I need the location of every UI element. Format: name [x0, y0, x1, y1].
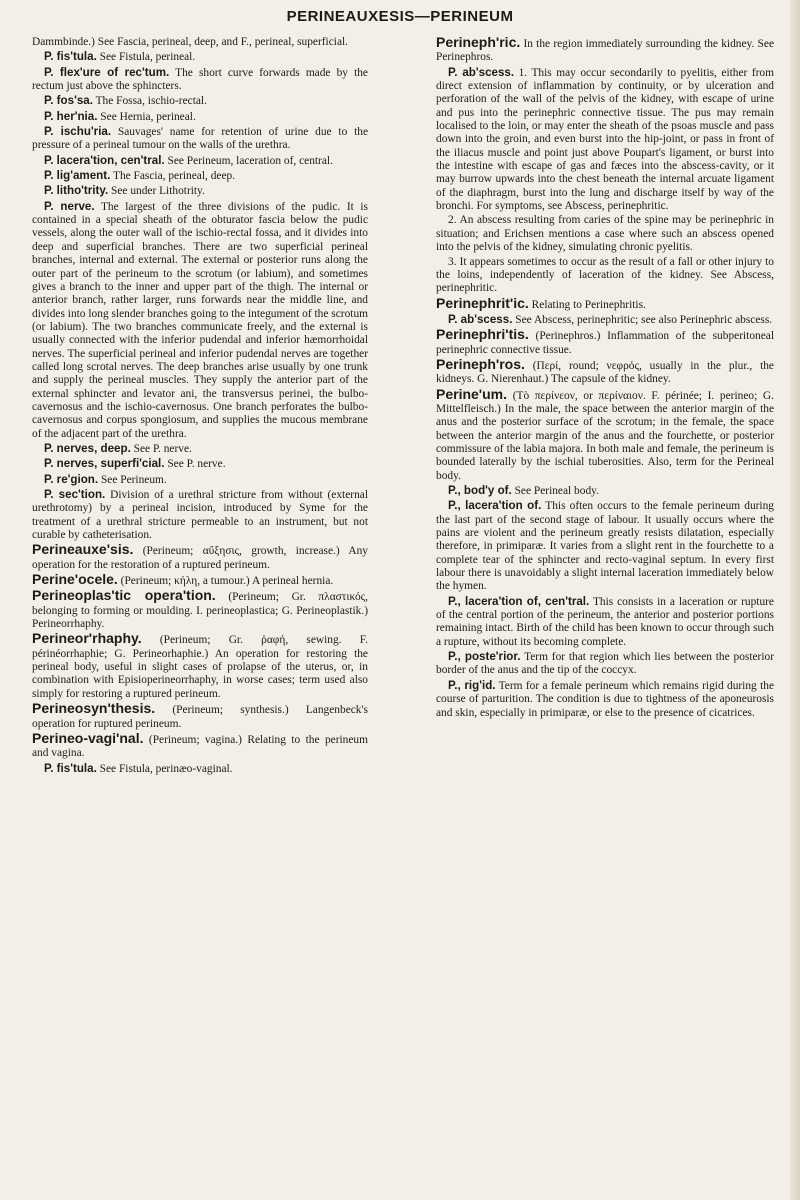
entry-definition: This consists in a laceration or rupture of the central portion of the perineum, the anterior and posterior portions remaining intact. Birth of the child has been known to occur through such a rupture, without its becoming complete.: [436, 595, 774, 648]
entry-definition: (Perineum; synthesis.) Langenbeck's operation for ruptured perineum.: [32, 704, 368, 730]
dictionary-entry: [32, 184, 368, 198]
page-edge: [790, 0, 800, 1200]
dictionary-entry: [32, 94, 368, 108]
dictionary-entry: [436, 595, 774, 649]
dictionary-entry: [32, 589, 368, 631]
entry-headword: Perineph'ros.: [436, 355, 525, 372]
entry-headword: P. fis'tula.: [44, 761, 97, 775]
entry-definition: See P. nerve.: [164, 458, 226, 471]
entry-headword: Perineoplas'tic opera'tion.: [32, 587, 216, 604]
dictionary-entry: [436, 385, 774, 483]
entry-headword: P. fos'sa.: [44, 94, 93, 108]
entry-definition: 3. It appears sometimes to occur as the result of a fall or other injury to the loins, independently of laceration of the kidney. See Abscess, perinephritic.: [436, 255, 774, 295]
dictionary-entry: [32, 125, 368, 153]
dictionary-entry: [32, 154, 368, 168]
entry-definition: (Perineum; αὔξησις, growth, increase.) Any operation for the restoration of a ruptured perineum.: [32, 545, 368, 571]
entry-headword: P. lacera'tion, cen'tral.: [44, 153, 165, 167]
dictionary-entry: [32, 488, 368, 542]
entry-headword: P. her'nia.: [44, 109, 98, 123]
entry-definition: See Perineal body.: [511, 485, 599, 497]
entry-headword: P. sec'tion.: [44, 488, 106, 501]
entry-definition: See Perineum.: [98, 473, 167, 486]
entry-headword: P. lig'ament.: [44, 169, 111, 183]
entry-definition: The Fascia, perineal, deep.: [110, 170, 236, 183]
entry-definition: The largest of the three divisions of the pudic. It is contained in a special sheath of the obturator fascia below the pudic vessels, along the outer wall of the ischio-rectal fossa, and it divides into deep and superficial branches. There are two superficial perineal branches, internal and external. The external or posterior runs along the outer part of the perineum to the scrotum (or labium), and sometimes gives a branch to the inner and upper part of the thigh. The internal or anterior branch, rather larger, runs forwards near the middle line, and divides into long slender branches going to the integument of the scrotum (or labium). The two branches communicate freely, and the external is usually connected with the inferior pudendal and inferior hæmorrhoidal nerves. The superficial perineal and inferior pudendal nerves are together called long scrotal nerves. The deep branches arise usually by one trunk and supply the perineal muscles. They supply the anterior part of the external sphincter and levator ani, the transversus perinei, the bulbo-cavernosus and the ischio-cavernosus. One branch perforates the bulbo-cavernosus and corpus spongiosum, and supplies the mucous membrane of the adjacent part of the urethra.: [32, 200, 368, 440]
dictionary-entry: [436, 484, 774, 498]
entry-definition: In the region immediately surrounding the kidney. See Perinephros.: [436, 38, 774, 64]
entry-headword: P. flex'ure of rec'tum.: [44, 65, 170, 79]
dictionary-entry: [32, 442, 368, 456]
entry-definition: Term for that region which lies between the posterior border of the anus and the tip of the coccyx.: [436, 651, 774, 677]
entry-definition: Term for a female perineum which remains rigid during the course of parturition. The condition is due to tightness of the aponeurosis and skin, especially in primiparæ, or else to the presence of cicatrices.: [436, 679, 774, 719]
dictionary-entry: [436, 313, 774, 327]
entry-headword: P. litho'trity.: [44, 184, 109, 198]
entry-headword: P., poste'rior.: [448, 650, 521, 664]
entry-headword: Perinephri'tis.: [436, 326, 529, 343]
entry-headword: P. ischu'ria.: [44, 125, 112, 139]
entry-headword: Perineo-vagi'nal.: [32, 729, 144, 746]
entry-headword: Perine'um.: [436, 385, 508, 402]
dictionary-entry: [436, 66, 774, 214]
entry-headword: Perineor'rhaphy.: [32, 630, 142, 647]
entry-definition: (Perineum; Gr. ῥαφή, sewing. F. périnéorrhaphie; G. Perineorhaphie.) An operation for restoring the perineal body, useful in slight cases of prolapse of the uterus, or, in combination with Episioperineorrhaphy, in worse cases; term used also simply for restoring a ruptured perineum.: [32, 634, 368, 700]
entry-definition: See P. nerve.: [130, 442, 192, 455]
entry-definition: (Perinephros.) Inflammation of the subperitoneal perinephric connective tissue.: [436, 330, 774, 356]
dictionary-entry: [32, 573, 368, 588]
entry-headword: Perineosyn'thesis.: [32, 700, 156, 717]
entry-headword: P., bod'y of.: [448, 484, 512, 497]
dictionary-entry: [436, 679, 774, 720]
entry-definition: (Τὸ περίνεον, or περίναιον. F. périnée; I. perineo; G. Mittelfleisch.) In the male, the space between the anterior margin of the anus and the posterior surface of the scrotum; in the female, the space between the anterior margin of the anus and the fourchette, or posterior commissure of the labia majora. In both male and female, the perineum is bounded laterally by the ischial tuberosities. Also, term for the Perineal body.: [436, 389, 774, 482]
entry-headword: P., lacera'tion of, cen'tral.: [448, 594, 590, 608]
dictionary-entry: [32, 457, 368, 471]
dictionary-entry: [436, 355, 774, 387]
entry-headword: P., rig'id.: [448, 678, 496, 692]
entry-definition: (Perineum; vagina.) Relating to the perineum and vagina.: [32, 733, 368, 760]
dictionary-entry: [436, 328, 774, 357]
dictionary-entry: [32, 169, 368, 183]
entry-definition: See Abscess, perinephritic; see also Perinephric abscess.: [512, 313, 773, 326]
entry-definition: This often occurs to the female perineum during the last part of the second stage of labour. It usually occurs where the pains are violent and the perineum greatly resists dilatation, especially therefore, in primiparæ. It varies from a slight rent in the fourchette to a complete tear of the sphincter and recto-vaginal septum. In every first labour there is unavoidably a slight internal laceration immediately below the hymen.: [436, 500, 774, 593]
entry-headword: Perineauxe'sis.: [32, 541, 134, 558]
entry-headword: Perineph'ric.: [436, 34, 521, 50]
entry-headword: P. re'gion.: [44, 472, 99, 486]
dictionary-entry: [32, 36, 368, 49]
entry-headword: P. nerves, superfi'cial.: [44, 457, 165, 471]
dictionary-entry: [436, 256, 774, 296]
dictionary-entry: [32, 473, 368, 487]
entry-definition: Sauvages' name for retention of urine due to the pressure of a perineal tumour on the walls of the urethra.: [32, 126, 369, 152]
entry-definition: (Περί, round; νεφρός, usually in the plur., the kidneys. G. Nierenhaut.) The capsule of the kidney.: [436, 359, 774, 386]
entry-headword: P. nerve.: [44, 199, 95, 213]
left-column: [32, 36, 368, 777]
entry-definition: 2. An abscess resulting from caries of the spine may be perinephric in situation; and Erichsen mentions a case where such an abscess opened into the pelvis of the kidney, simulating chronic pyelitis.: [436, 214, 774, 254]
entry-definition: The short curve forwards made by the rectum just above the sphincters.: [32, 66, 368, 93]
entry-definition: See Hernia, perineal.: [97, 110, 196, 123]
dictionary-entry: [436, 294, 774, 312]
dictionary-entry: [32, 729, 368, 761]
entry-headword: P. fis'tula.: [44, 50, 97, 64]
entry-definition: See Perineum, laceration of, central.: [164, 154, 333, 167]
entry-definition: See Fistula, perineal.: [96, 51, 196, 64]
dictionary-entry: [32, 200, 368, 441]
dictionary-entry: [436, 214, 774, 254]
dictionary-entry: [436, 499, 774, 593]
entry-definition: (Perineum; κήλη, a tumour.) A perineal hernia.: [117, 575, 334, 588]
page-header: PERINEAUXESIS—PERINEUM: [286, 8, 514, 25]
entry-definition: 1. This may occur secondarily to pyelitis, either from direct extension of inflammation by continuity, or by ulceration and perforation of the wall of the pelvis of the kidney, with escape of urine and pus into the perinephric connective tissue. The pus may remain localised to the loin, or may enter the sheath of the psoas muscle and pass down into the groin, and even burst into the hip-joint, or pass in front of the iliacus muscle and point just above Poupart's ligament, or burst into the intestine with escape of gas and fæces into the abscess-cavity, or it may burrow upwards into the chest beneath the internal arcuate ligament of the diaphragm, burst into the lung and discharge itself by way of the bronchi. For symptoms, see Abscess, perinephritic.: [436, 66, 774, 213]
entry-headword: P. ab'scess.: [448, 65, 515, 79]
dictionary-entry: [32, 702, 368, 731]
dictionary-entry: [32, 762, 368, 776]
entry-definition: The Fossa, ischio-rectal.: [92, 95, 207, 108]
entry-headword: P. nerves, deep.: [44, 441, 131, 455]
dictionary-entry: [32, 66, 368, 94]
entry-definition: See Fistula, perinæo-vaginal.: [96, 762, 233, 775]
entry-definition: See under Lithotrity.: [108, 185, 205, 198]
dictionary-entry: [32, 50, 368, 64]
right-column: [436, 36, 774, 721]
entry-definition: Relating to Perinephritis.: [528, 298, 646, 311]
dictionary-entry: [32, 632, 368, 701]
entry-headword: Perine'ocele.: [32, 571, 118, 588]
dictionary-entry: [32, 543, 368, 572]
entry-headword: P. ab'scess.: [448, 312, 513, 326]
entry-headword: P., lacera'tion of.: [448, 499, 542, 513]
dictionary-entry: [32, 110, 368, 124]
dictionary-entry: [436, 650, 774, 678]
entry-definition: Division of a urethral stricture from without (external urethrotomy) by a perineal incision, introduced by Syme for the treatment of a urethral stricture permeable to an instrument, but not curable by catheterisation.: [32, 489, 368, 542]
entry-definition: (Perineum; Gr. πλαστικός, belonging to forming or moulding. I. perineoplastica; G. Perineoplastik.) Perineorrhaphy.: [32, 591, 368, 631]
entry-definition: Dammbinde.) See Fascia, perineal, deep, and F., perineal, superficial.: [32, 36, 349, 48]
entry-headword: Perinephrit'ic.: [436, 294, 529, 311]
dictionary-entry: [436, 36, 774, 65]
